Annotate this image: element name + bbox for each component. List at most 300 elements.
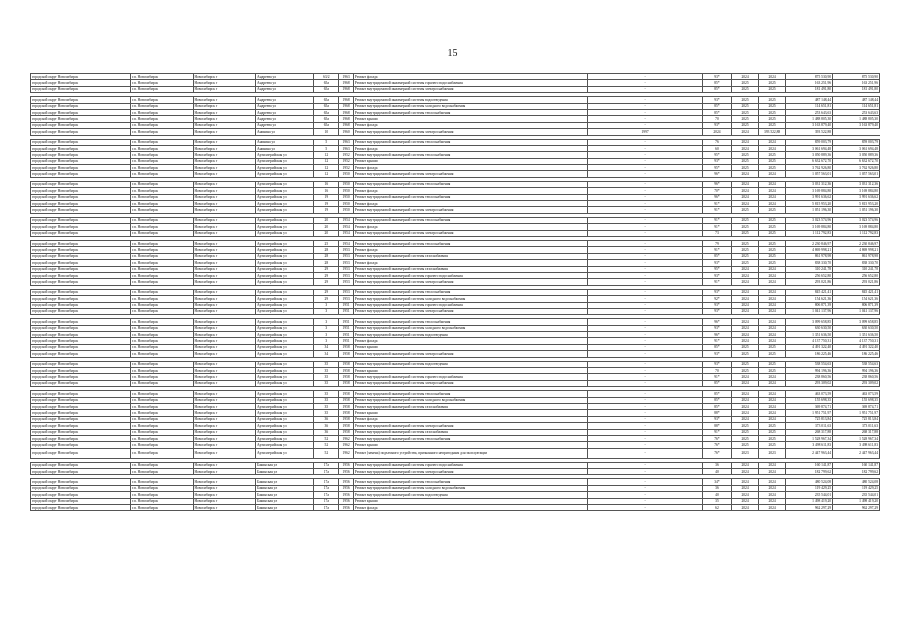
end-year-cell: 2024 xyxy=(759,188,786,194)
house-cell: 17а xyxy=(314,492,339,498)
year-cell: 1950 xyxy=(339,201,354,207)
work-type-cell: Ремонт фасада xyxy=(353,74,587,80)
end-year-cell: 2024 xyxy=(759,325,786,331)
start-year-cell: 2024 xyxy=(732,485,759,491)
municipality-cell: городской округ Новосибирск xyxy=(31,247,131,253)
cost-cell: 3 061 694,48 xyxy=(786,145,833,151)
extra-cell: - xyxy=(588,152,703,158)
street-cell: Артиллерийская ул xyxy=(256,435,314,441)
total-cost-cell: 3 023 574,96 xyxy=(833,217,880,223)
total-cost-cell: 1 488 805,30 xyxy=(833,116,880,122)
end-year-cell: 2025 xyxy=(759,344,786,350)
end-year-cell: 2024 xyxy=(759,201,786,207)
extra-cell: - xyxy=(588,498,703,504)
cost-cell: 3 169 884,80 xyxy=(786,188,833,194)
total-cost-cell: 3 061 694,48 xyxy=(833,145,880,151)
total-cost-cell: 155 698,35 xyxy=(833,397,880,403)
cost-cell: 181 491,80 xyxy=(786,86,833,92)
municipality-cell: городской округ Новосибирск xyxy=(31,374,131,380)
start-year-cell: 2025 xyxy=(732,247,759,253)
work-type-cell: Ремонт фасада xyxy=(353,505,587,511)
wear-cell: 60 xyxy=(702,145,731,151)
house-cell: 63/2 xyxy=(314,74,339,80)
work-type-cell: Ремонт внутридомовой инженерной системы газоснабжения xyxy=(353,253,587,259)
city-cell: Новосибирск г xyxy=(193,435,256,441)
settlement-cell: г.п. Новосибирск xyxy=(131,109,194,115)
start-year-cell: 2024 xyxy=(732,74,759,80)
start-year-cell: 2024 xyxy=(732,194,759,200)
street-cell: Андреева ул xyxy=(256,103,314,109)
settlement-cell: г.п. Новосибирск xyxy=(131,240,194,246)
end-year-cell: 2024 xyxy=(759,479,786,485)
year-cell: 1953 xyxy=(339,253,354,259)
wear-cell: 93* xyxy=(702,302,731,308)
year-cell: 1963 xyxy=(339,145,354,151)
house-cell: 36 xyxy=(314,423,339,429)
wear-cell: 93* xyxy=(702,289,731,295)
extra-cell: - xyxy=(588,260,703,266)
wear-cell: 91* xyxy=(702,247,731,253)
settlement-cell: г.п. Новосибирск xyxy=(131,498,194,504)
settlement-cell: г.п. Новосибирск xyxy=(131,266,194,272)
extra-cell: - xyxy=(588,332,703,338)
city-cell: Новосибирск г xyxy=(193,308,256,314)
city-cell: Новосибирск г xyxy=(193,201,256,207)
start-year-cell: 2024 xyxy=(732,139,759,145)
house-cell: 20 xyxy=(314,224,339,230)
extra-cell: - xyxy=(588,194,703,200)
city-cell: Новосибирск г xyxy=(193,442,256,448)
wear-cell: 35 xyxy=(702,498,731,504)
house-cell: 29 xyxy=(314,279,339,285)
cost-cell: 1 051 196,30 xyxy=(786,207,833,213)
wear-cell: 85* xyxy=(702,397,731,403)
city-cell: Новосибирск г xyxy=(193,505,256,511)
work-type-cell: Ремонт фасада xyxy=(353,224,587,230)
work-type-cell: Ремонт внутридомовой инженерной системы холодного водоснабжения xyxy=(353,325,587,331)
extra-cell: - xyxy=(588,374,703,380)
city-cell: Новосибирск г xyxy=(193,279,256,285)
end-year-cell: 2024 xyxy=(759,492,786,498)
year-cell: 1956 xyxy=(339,479,354,485)
total-cost-cell: 1 498 419,20 xyxy=(833,498,880,504)
work-type-cell: Ремонт внутридомовой инженерной системы горячего водоснабжения xyxy=(353,462,587,468)
wear-cell: 91* xyxy=(702,201,731,207)
municipality-cell: городской округ Новосибирск xyxy=(31,171,131,177)
extra-cell: - xyxy=(588,266,703,272)
wear-cell: 96* xyxy=(702,171,731,177)
extra-cell: - xyxy=(588,139,703,145)
work-type-cell: Ремонт фасада xyxy=(353,145,587,151)
total-cost-cell: 1 351 636,50 xyxy=(833,332,880,338)
wear-cell: 96* xyxy=(702,319,731,325)
extra-cell: - xyxy=(588,380,703,386)
extra-cell: - xyxy=(588,207,703,213)
settlement-cell: г.п. Новосибирск xyxy=(131,188,194,194)
settlement-cell: г.п. Новосибирск xyxy=(131,442,194,448)
house-cell: 65а xyxy=(314,97,339,103)
year-cell: 1958 xyxy=(339,410,354,416)
total-cost-cell: 4 491 322,40 xyxy=(833,344,880,350)
settlement-cell: г.п. Новосибирск xyxy=(131,129,194,135)
year-cell: 1958 xyxy=(339,374,354,380)
cost-cell: 3 163 879,40 xyxy=(786,122,833,128)
city-cell: Новосибирск г xyxy=(193,181,256,187)
cost-cell: 1 112 792,83 xyxy=(786,230,833,236)
street-cell: Артиллерийская ул xyxy=(256,289,314,295)
municipality-cell: городской округ Новосибирск xyxy=(31,391,131,397)
settlement-cell: г.п. Новосибирск xyxy=(131,374,194,380)
settlement-cell: г.п. Новосибирск xyxy=(131,139,194,145)
city-cell: Новосибирск г xyxy=(193,492,256,498)
municipality-cell: городской округ Новосибирск xyxy=(31,469,131,475)
house-cell: 29 xyxy=(314,272,339,278)
year-cell: 1953 xyxy=(339,289,354,295)
start-year-cell: 2024 xyxy=(732,171,759,177)
settlement-cell: г.п. Новосибирск xyxy=(131,194,194,200)
work-type-cell: Ремонт крыши xyxy=(353,442,587,448)
street-cell: Артиллерийская ул xyxy=(256,272,314,278)
wear-cell: 91* xyxy=(702,338,731,344)
year-cell: 1950 xyxy=(339,188,354,194)
municipality-cell: городской округ Новосибирск xyxy=(31,207,131,213)
wear-cell: 34* xyxy=(702,479,731,485)
extra-cell: - xyxy=(588,165,703,171)
start-year-cell: 2024 xyxy=(732,505,759,511)
end-year-cell: 2025 xyxy=(759,158,786,164)
extra-cell: - xyxy=(588,361,703,367)
table-row xyxy=(31,448,880,458)
year-cell: 1958 xyxy=(339,380,354,386)
house-cell: 35 xyxy=(314,380,339,386)
extra-cell: - xyxy=(588,351,703,357)
start-year-cell: 2025 xyxy=(732,435,759,441)
total-cost-cell: 256 652,80 xyxy=(833,272,880,278)
municipality-cell: городской округ Новосибирск xyxy=(31,86,131,92)
extra-cell: - xyxy=(588,368,703,374)
end-year-cell: 2024 xyxy=(759,410,786,416)
total-cost-cell: 4 869 998,21 xyxy=(833,247,880,253)
total-cost-cell: 1 051 196,30 xyxy=(833,207,880,213)
year-cell: 1951 xyxy=(339,308,354,314)
settlement-cell: г.п. Новосибирск xyxy=(131,338,194,344)
start-year-cell: 2024 xyxy=(732,188,759,194)
settlement-cell: г.п. Новосибирск xyxy=(131,103,194,109)
wear-cell: 93* xyxy=(702,260,731,266)
work-type-cell: Ремонт внутридомовой инженерной системы холодного водоснабжения xyxy=(353,397,587,403)
work-type-cell: Ремонт внутридомовой инженерной системы теплоснабжения xyxy=(353,240,587,246)
street-cell: Артиллерийская ул xyxy=(256,201,314,207)
cost-cell: 1 041 137,96 xyxy=(786,308,833,314)
end-year-cell: 2025 xyxy=(759,103,786,109)
house-cell: 12 xyxy=(314,152,339,158)
extra-cell: - xyxy=(588,435,703,441)
municipality-cell: городской округ Новосибирск xyxy=(31,410,131,416)
extra-cell: - xyxy=(588,86,703,92)
cost-cell: 119 429,25 xyxy=(786,485,833,491)
cost-cell: 253 643,63 xyxy=(786,109,833,115)
house-cell: 36 xyxy=(314,416,339,422)
total-cost-cell: 2 230 846,97 xyxy=(833,240,880,246)
house-cell: 35 xyxy=(314,410,339,416)
municipality-cell: городской округ Новосибирск xyxy=(31,403,131,409)
house-cell: 12 xyxy=(314,158,339,164)
start-year-cell: 2025 xyxy=(732,361,759,367)
extra-cell: - xyxy=(588,344,703,350)
municipality-cell: городской округ Новосибирск xyxy=(31,217,131,223)
settlement-cell: г.п. Новосибирск xyxy=(131,351,194,357)
cost-cell: 4 869 998,21 xyxy=(786,247,833,253)
wear-cell: 91* xyxy=(702,279,731,285)
street-cell: Артиллерийская ул xyxy=(256,152,314,158)
start-year-cell: 2025 xyxy=(732,97,759,103)
cost-cell: 962 297,29 xyxy=(786,505,833,511)
street-cell: Артиллерийская ул xyxy=(256,325,314,331)
municipality-cell: городской округ Новосибирск xyxy=(31,498,131,504)
house-cell: 3 xyxy=(314,308,339,314)
end-year-cell: 2024 xyxy=(759,74,786,80)
house-cell: 65а xyxy=(314,122,339,128)
year-cell: 1956 xyxy=(339,498,354,504)
end-year-cell: 2024 xyxy=(759,505,786,511)
end-year-cell: 2024 xyxy=(759,302,786,308)
extra-cell: - xyxy=(588,469,703,475)
extra-cell: - xyxy=(588,230,703,236)
settlement-cell: г.п. Новосибирск xyxy=(131,308,194,314)
end-year-cell: 2024 xyxy=(759,391,786,397)
city-cell: Новосибирск г xyxy=(193,240,256,246)
cost-cell: 268 317,88 xyxy=(786,429,833,435)
year-cell: 1962 xyxy=(339,442,354,448)
wear-cell: 93* xyxy=(702,308,731,314)
total-cost-cell: 962 297,29 xyxy=(833,505,880,511)
municipality-cell: городской округ Новосибирск xyxy=(31,129,131,135)
house-cell: 19 xyxy=(314,201,339,207)
municipality-cell: городской округ Новосибирск xyxy=(31,165,131,171)
work-type-cell: Ремонт внутридомовой инженерной системы теплоснабжения xyxy=(353,109,587,115)
end-year-cell: 2025 xyxy=(759,435,786,441)
extra-cell: - xyxy=(588,247,703,253)
cost-cell: 163 251,96 xyxy=(786,80,833,86)
municipality-cell: городской округ Новосибирск xyxy=(31,485,131,491)
house-cell: 65а xyxy=(314,80,339,86)
extra-cell: - xyxy=(588,74,703,80)
city-cell: Новосибирск г xyxy=(193,498,256,504)
cost-cell: 155 698,35 xyxy=(786,397,833,403)
end-year-cell: 2024 xyxy=(759,308,786,314)
municipality-cell: городской округ Новосибирск xyxy=(31,368,131,374)
end-year-cell: 2024 xyxy=(759,272,786,278)
total-cost-cell: 3 169 884,80 xyxy=(833,188,880,194)
city-cell: Новосибирск г xyxy=(193,97,256,103)
start-year-cell: 2025 xyxy=(732,152,759,158)
city-cell: Новосибирск г xyxy=(193,423,256,429)
work-type-cell: Ремонт внутридомовой инженерной системы электроснабжения xyxy=(353,86,587,92)
start-year-cell: 2024 xyxy=(732,266,759,272)
settlement-cell: г.п. Новосибирск xyxy=(131,325,194,331)
municipality-cell: городской округ Новосибирск xyxy=(31,103,131,109)
wear-cell: 93* xyxy=(702,416,731,422)
street-cell: Артиллерийская ул xyxy=(256,429,314,435)
start-year-cell: 2025 xyxy=(732,240,759,246)
total-cost-cell: 838 330,70 xyxy=(833,260,880,266)
start-year-cell: 2025 xyxy=(732,207,759,213)
extra-cell: - xyxy=(588,410,703,416)
end-year-cell: 2025 xyxy=(759,116,786,122)
city-cell: Новосибирск г xyxy=(193,338,256,344)
cost-cell: 186 225,46 xyxy=(786,351,833,357)
year-cell: 1951 xyxy=(339,302,354,308)
start-year-cell: 2024 xyxy=(732,279,759,285)
year-cell: 1958 xyxy=(339,361,354,367)
year-cell: 1954 xyxy=(339,217,354,223)
year-cell: 1962 xyxy=(339,448,354,458)
extra-cell: - xyxy=(588,279,703,285)
street-cell: Артиллерийская ул xyxy=(256,171,314,177)
municipality-cell: городской округ Новосибирск xyxy=(31,272,131,278)
extra-cell: - xyxy=(588,338,703,344)
work-type-cell: Ремонт внутридомовой инженерной системы газоснабжения xyxy=(353,403,587,409)
city-cell: Новосибирск г xyxy=(193,171,256,177)
wear-cell: 91* xyxy=(702,429,731,435)
wear-cell: 2024 xyxy=(702,129,731,135)
total-cost-cell: 181 491,80 xyxy=(833,86,880,92)
settlement-cell: г.п. Новосибирск xyxy=(131,230,194,236)
street-cell: Артиллерийская ул xyxy=(256,230,314,236)
street-cell: Андреева ул xyxy=(256,109,314,115)
year-cell: 1962 xyxy=(339,435,354,441)
wear-cell: 88* xyxy=(702,410,731,416)
house-cell: 3 xyxy=(314,319,339,325)
work-type-cell: Ремонт внутридомовой инженерной системы теплоснабжения xyxy=(353,194,587,200)
city-cell: Новосибирск г xyxy=(193,469,256,475)
municipality-cell: городской округ Новосибирск xyxy=(31,116,131,122)
house-cell: 19 xyxy=(314,194,339,200)
extra-cell: - xyxy=(588,479,703,485)
work-type-cell: Ремонт внутридомовой инженерной системы водоотведения xyxy=(353,361,587,367)
total-cost-cell: 1 041 137,96 xyxy=(833,308,880,314)
house-cell: 65а xyxy=(314,116,339,122)
street-cell: Артиллерийская ул xyxy=(256,194,314,200)
settlement-cell: г.п. Новосибирск xyxy=(131,423,194,429)
municipality-cell: городской округ Новосибирск xyxy=(31,344,131,350)
street-cell: Артиллерийская ул xyxy=(256,448,314,458)
total-cost-cell: 373 011,63 xyxy=(833,423,880,429)
settlement-cell: г.п. Новосибирск xyxy=(131,462,194,468)
house-cell: 17а xyxy=(314,505,339,511)
start-year-cell: 2024 xyxy=(732,302,759,308)
wear-cell: 93* xyxy=(702,325,731,331)
municipality-cell: городской округ Новосибирск xyxy=(31,253,131,259)
end-year-cell: 2025 xyxy=(759,260,786,266)
street-cell: Андреева ул xyxy=(256,122,314,128)
work-type-cell: Ремонт крыши xyxy=(353,368,587,374)
extra-cell: - xyxy=(588,296,703,302)
house-cell: 20 xyxy=(314,230,339,236)
cost-cell: 373 011,63 xyxy=(786,423,833,429)
municipality-cell: городской округ Новосибирск xyxy=(31,397,131,403)
wear-cell: 76* xyxy=(702,435,731,441)
cost-cell: 3 023 574,96 xyxy=(786,217,833,223)
settlement-cell: г.п. Новосибирск xyxy=(131,145,194,151)
street-cell: Артиллерийская ул xyxy=(256,397,314,403)
year-cell: 1953 xyxy=(339,272,354,278)
street-cell: Андреева ул xyxy=(256,80,314,86)
city-cell: Новосибирск г xyxy=(193,462,256,468)
start-year-cell: 2025 xyxy=(732,442,759,448)
cost-cell: 1 488 805,30 xyxy=(786,116,833,122)
total-cost-cell: 6 632 672,70 xyxy=(833,158,880,164)
end-year-cell: 2025 xyxy=(759,224,786,230)
end-year-cell: 2025 xyxy=(759,253,786,259)
municipality-cell: городской округ Новосибирск xyxy=(31,97,131,103)
street-cell: Бакинская ул xyxy=(256,469,314,475)
municipality-cell: городской округ Новосибирск xyxy=(31,479,131,485)
extra-cell: - xyxy=(588,145,703,151)
wear-cell: 93* xyxy=(702,97,731,103)
end-year-cell: 2024 xyxy=(759,279,786,285)
end-year-cell: 2024 xyxy=(759,194,786,200)
street-cell: Андреева ул xyxy=(256,86,314,92)
year-cell: 1968 xyxy=(339,116,354,122)
total-cost-cell: 845 421,41 xyxy=(833,289,880,295)
cost-cell: 3 099 658,85 xyxy=(786,319,833,325)
end-year-cell: 2024 xyxy=(759,266,786,272)
work-type-cell: Ремонт внутридомовой инженерной системы теплоснабжения xyxy=(353,181,587,187)
year-cell: 1968 xyxy=(339,109,354,115)
settlement-cell: г.п. Новосибирск xyxy=(131,361,194,367)
work-type-cell: Ремонт внутридомовой инженерной системы водоотведения xyxy=(353,492,587,498)
year-cell: 1968 xyxy=(339,80,354,86)
cost-cell: 310 241,78 xyxy=(786,266,833,272)
city-cell: Новосибирск г xyxy=(193,260,256,266)
end-year-cell: 2025 xyxy=(759,429,786,435)
house-cell: 12 xyxy=(314,171,339,177)
settlement-cell: г.п. Новосибирск xyxy=(131,391,194,397)
wear-cell: 40 xyxy=(702,492,731,498)
cost-cell: 293 021,86 xyxy=(786,279,833,285)
start-year-cell: 2025 xyxy=(732,230,759,236)
start-year-cell: 2024 xyxy=(732,492,759,498)
city-cell: Новосибирск г xyxy=(193,217,256,223)
cost-cell: 293 309,02 xyxy=(786,380,833,386)
start-year-cell: 2024 xyxy=(732,181,759,187)
cost-cell: 3 762 926,80 xyxy=(786,165,833,171)
house-cell: 17а xyxy=(314,498,339,504)
total-cost-cell: 154 621,36 xyxy=(833,296,880,302)
extra-cell: - xyxy=(588,188,703,194)
work-type-cell: Ремонт внутридомовой инженерной системы электроснабжения xyxy=(353,351,587,357)
city-cell: Новосибирск г xyxy=(193,230,256,236)
year-cell: 1958 xyxy=(339,423,354,429)
year-cell: 1953 xyxy=(339,260,354,266)
wear-cell: 93* xyxy=(702,272,731,278)
municipality-cell: городской округ Новосибирск xyxy=(31,230,131,236)
settlement-cell: г.п. Новосибирск xyxy=(131,410,194,416)
work-type-cell: Ремонт крыши xyxy=(353,116,587,122)
street-cell: Артиллерийская ул xyxy=(256,423,314,429)
house-cell: 52 xyxy=(314,448,339,458)
settlement-cell: г.п. Новосибирск xyxy=(131,181,194,187)
total-cost-cell: 163 251,96 xyxy=(833,80,880,86)
city-cell: Новосибирск г xyxy=(193,247,256,253)
city-cell: Новосибирск г xyxy=(193,165,256,171)
work-type-cell: Ремонт внутридомовой инженерной системы электроснабжения xyxy=(353,129,587,135)
settlement-cell: г.п. Новосибирск xyxy=(131,86,194,92)
start-year-cell: 2025 xyxy=(732,217,759,223)
year-cell: 1950 xyxy=(339,207,354,213)
work-type-cell: Ремонт внутридомовой инженерной системы теплоснабжения xyxy=(353,289,587,295)
